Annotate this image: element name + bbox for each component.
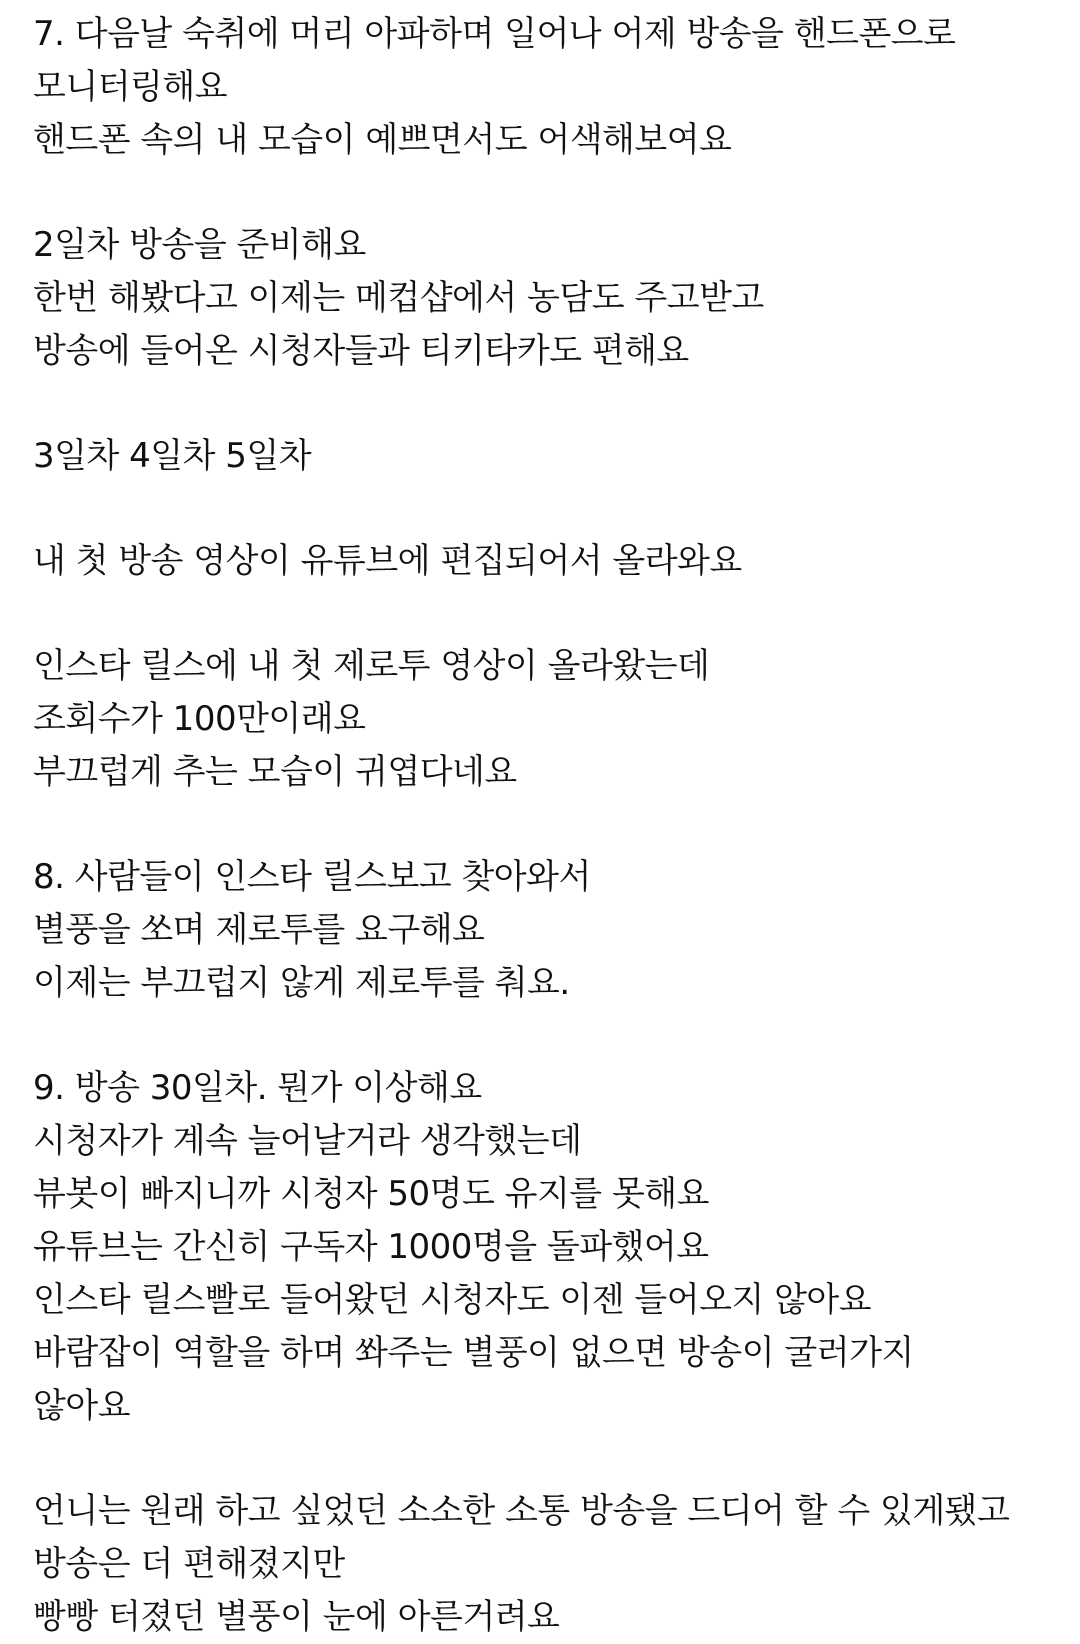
- paragraph-gap: [33, 378, 1080, 430]
- text-line: 빵빵 터졌던 별풍이 눈에 아른거려요: [33, 1597, 560, 1637]
- text-line: 9. 방송 30일차. 뭔가 이상해요: [33, 1068, 482, 1108]
- paragraph-gap: [33, 799, 1080, 851]
- text-line: 언니는 원래 하고 싶었던 소소한 소통 방송을 드디어 할 수 있게됐고: [33, 1491, 1010, 1531]
- text-line: 핸드폰 속의 내 모습이 예쁘면서도 어색해보여요: [33, 120, 732, 160]
- text-line: 인스타 릴스빨로 들어왔던 시청자도 이젠 들어오지 않아요: [33, 1280, 872, 1320]
- paragraph: [33, 1485, 1080, 1644]
- text-line: 별풍을 쏘며 제로투를 요구해요: [33, 910, 485, 950]
- text-line: 8. 사람들이 인스타 릴스보고 찾아와서: [33, 857, 591, 897]
- paragraph: [33, 8, 1080, 167]
- paragraph: [33, 640, 1080, 799]
- text-line: 2일차 방송을 준비해요: [33, 225, 366, 265]
- paragraph: [33, 219, 1080, 378]
- text-line: 뷰봇이 빠지니까 시청자 50명도 유지를 못해요: [33, 1174, 709, 1214]
- text-line: 3일차 4일차 5일차: [33, 436, 312, 476]
- text-line: 한번 해봤다고 이제는 메컵샵에서 농담도 주고받고: [33, 278, 764, 318]
- text-line: 부끄럽게 추는 모습이 귀엽다네요: [33, 752, 517, 792]
- paragraph: [33, 1062, 1080, 1433]
- paragraph: [33, 535, 1080, 588]
- text-line: 유튜브는 간신히 구독자 1000명을 돌파했어요: [33, 1227, 709, 1267]
- paragraph-gap: [33, 588, 1080, 640]
- text-line: 7. 다음날 숙취에 머리 아파하며 일어나 어제 방송을 핸드폰으로: [33, 14, 956, 54]
- text-line: 모니터링해요: [33, 67, 228, 107]
- text-line: 내 첫 방송 영상이 유튜브에 편집되어서 올라와요: [33, 541, 742, 581]
- text-line: 인스타 릴스에 내 첫 제로투 영상이 올라왔는데: [33, 646, 710, 686]
- paragraph-gap: [33, 483, 1080, 535]
- paragraph: [33, 851, 1080, 1010]
- text-line: 이제는 부끄럽지 않게 제로투를 춰요.: [33, 963, 570, 1003]
- text-line: 방송에 들어온 시청자들과 티키타카도 편해요: [33, 331, 689, 371]
- text-line: 시청자가 계속 늘어날거라 생각했는데: [33, 1121, 582, 1161]
- paragraph-gap: [33, 1010, 1080, 1062]
- text-line: 바람잡이 역할을 하며 쏴주는 별풍이 없으면 방송이 굴러가지: [33, 1333, 914, 1373]
- paragraph-gap: [33, 1433, 1080, 1485]
- text-line: 방송은 더 편해졌지만: [33, 1544, 345, 1584]
- text-line: 않아요: [33, 1386, 131, 1426]
- paragraph: [33, 430, 1080, 483]
- text-line: 조회수가 100만이래요: [33, 699, 366, 739]
- paragraph-gap: [33, 167, 1080, 219]
